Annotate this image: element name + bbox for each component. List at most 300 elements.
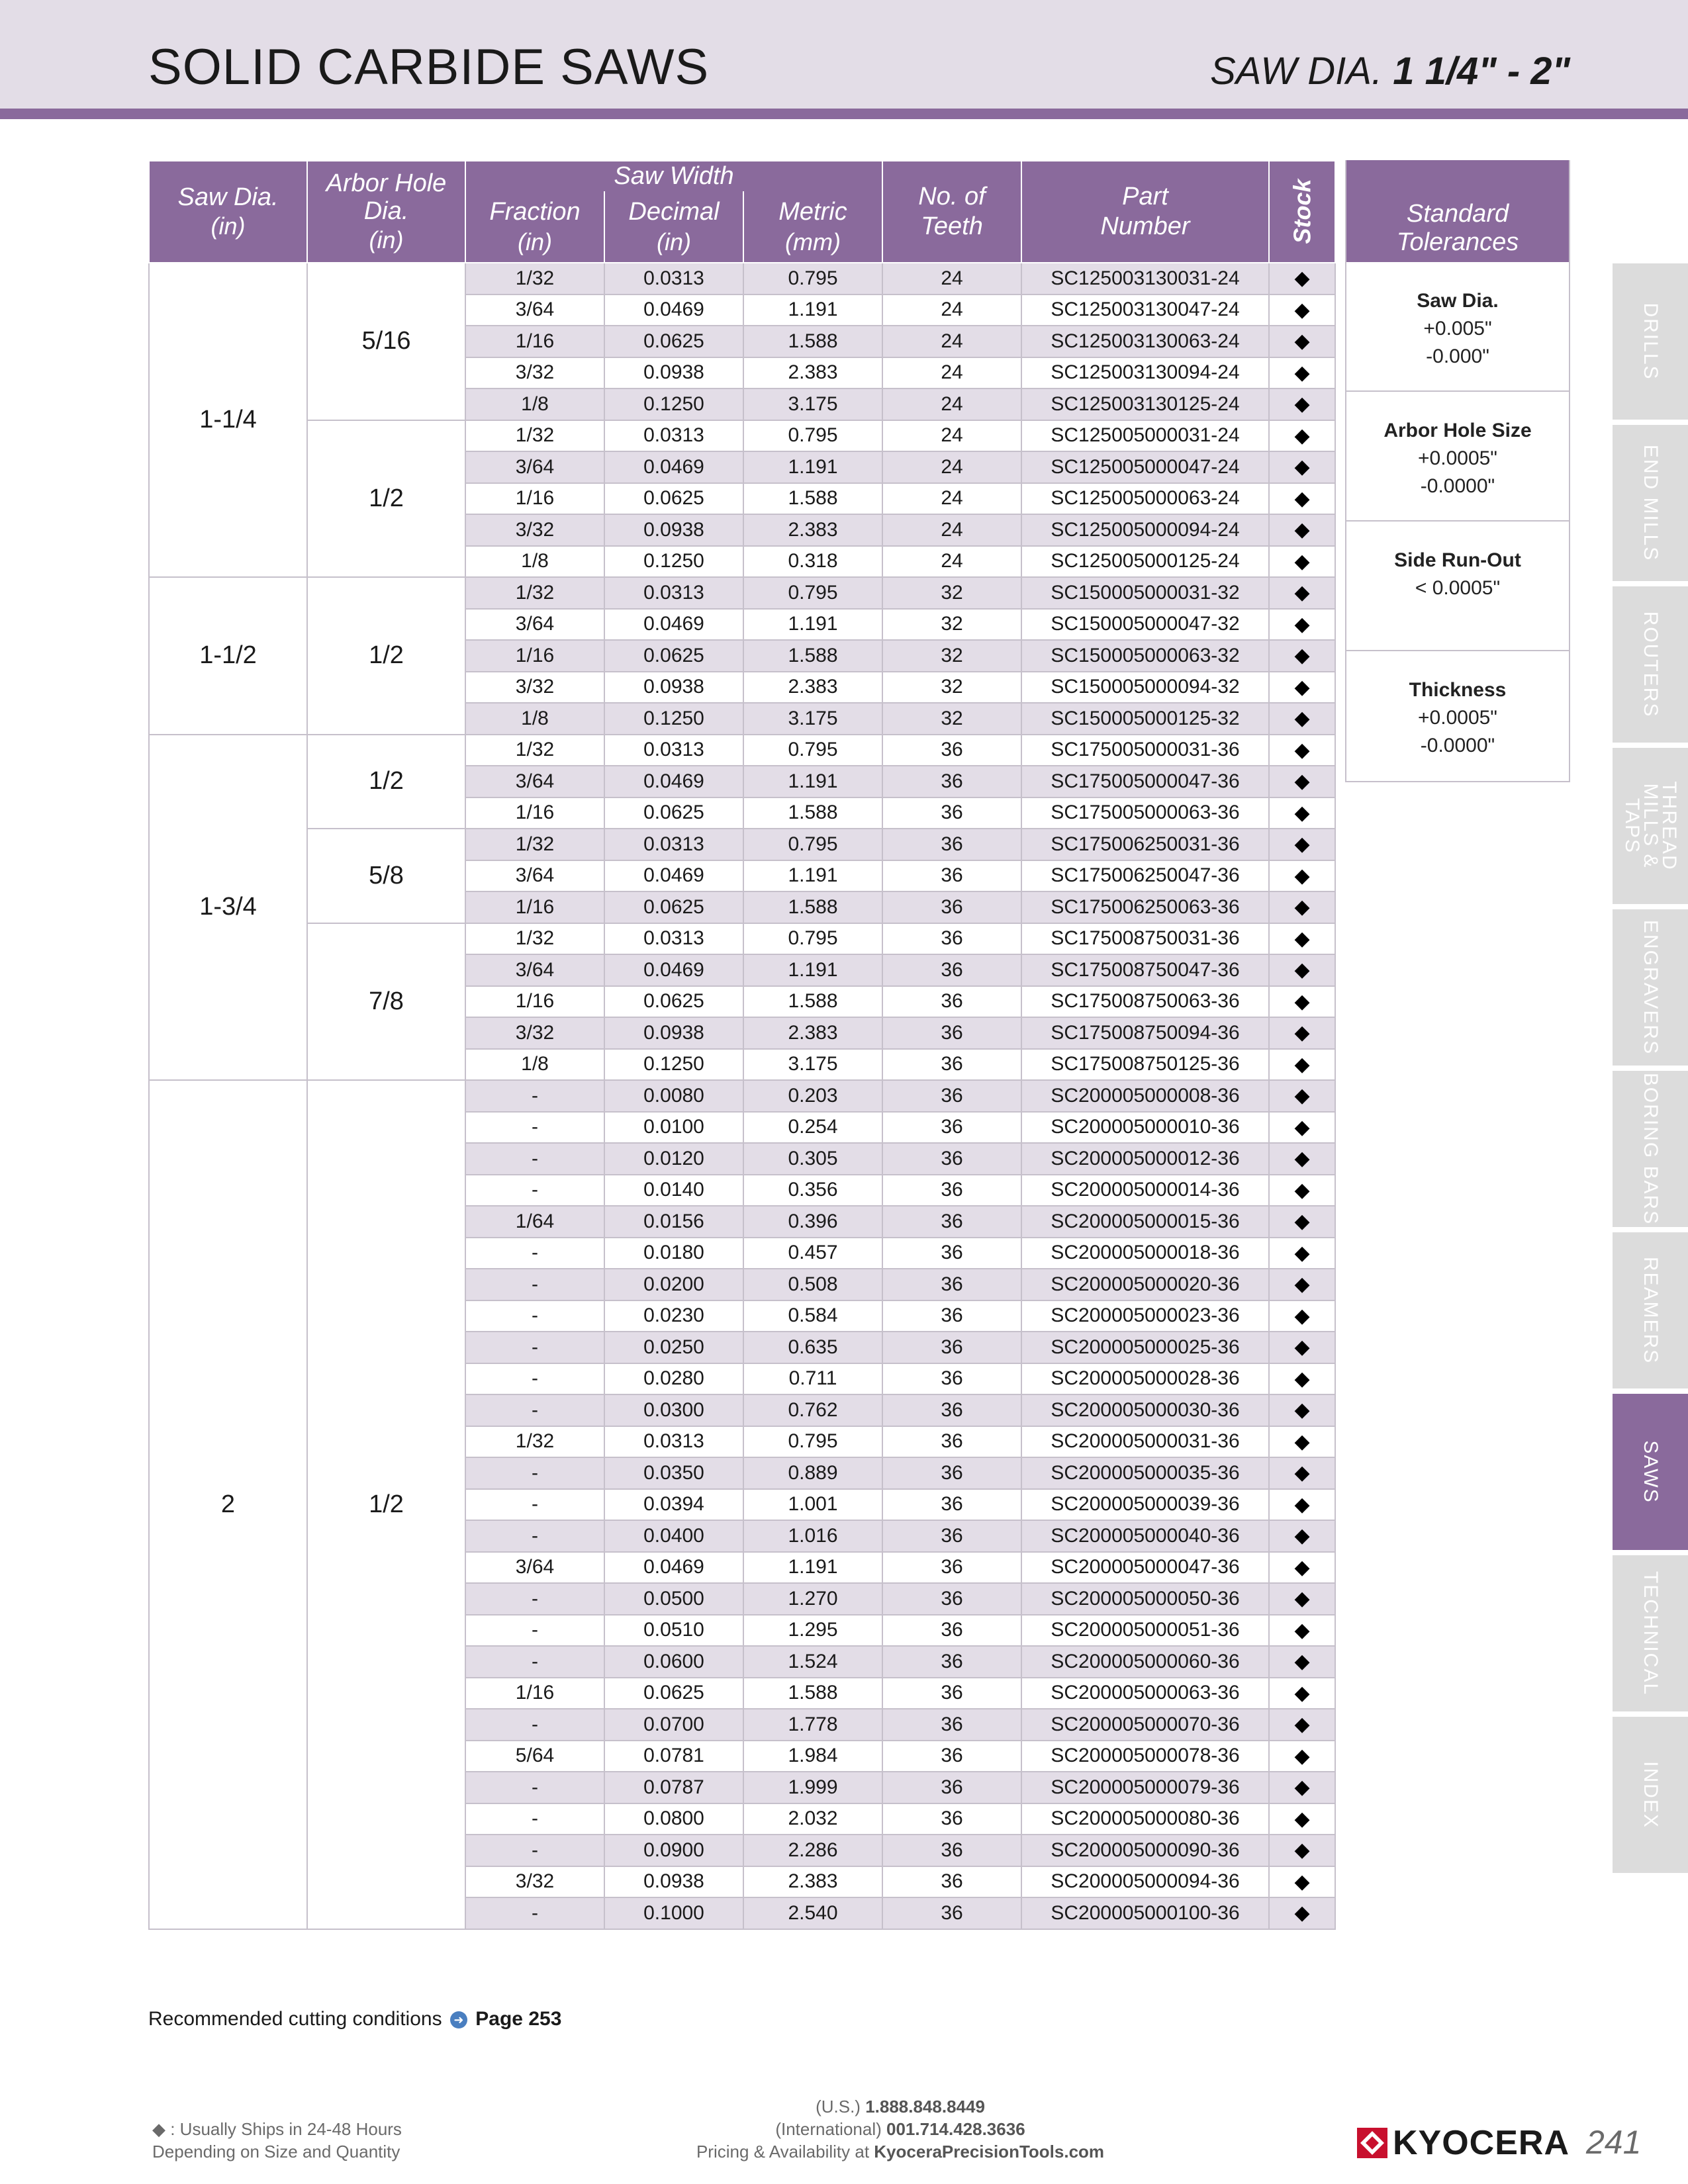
standard-tolerances-box (1345, 160, 1570, 782)
teeth-cell: 36 (882, 1897, 1021, 1929)
metric-cell: 1.588 (743, 986, 882, 1018)
tab-reamers[interactable]: REAMERS (1613, 1232, 1688, 1388)
tolerance-saw-dia: Saw Dia. +0.005" -0.000" (1346, 262, 1569, 392)
teeth-cell: 36 (882, 766, 1021, 797)
decimal-cell: 0.1000 (604, 1897, 743, 1929)
part-number-cell[interactable]: SC200005000090-36 (1021, 1835, 1269, 1866)
part-number-cell[interactable]: SC200005000025-36 (1021, 1332, 1269, 1363)
stock-cell (1269, 326, 1335, 357)
stock-diamond-icon: ◆ (1294, 613, 1310, 635)
col-saw-dia-header: Saw Dia. (in) (149, 161, 307, 263)
decimal-cell: 0.0900 (604, 1835, 743, 1866)
part-number-cell[interactable]: SC175008750047-36 (1021, 954, 1269, 986)
decimal-cell: 0.0313 (604, 577, 743, 609)
stock-cell (1269, 860, 1335, 892)
metric-cell: 1.191 (743, 451, 882, 483)
fraction-cell: - (465, 1457, 604, 1489)
teeth-cell: 36 (882, 954, 1021, 986)
teeth-cell: 36 (882, 1363, 1021, 1395)
subtitle-range: 1 1/4" - 2" (1393, 50, 1570, 93)
tab-routers[interactable]: ROUTERS (1613, 586, 1688, 743)
decimal-cell: 0.0469 (604, 766, 743, 797)
stock-cell (1269, 1112, 1335, 1144)
part-number-cell[interactable]: SC200005000012-36 (1021, 1143, 1269, 1175)
decimal-cell: 0.0350 (604, 1457, 743, 1489)
part-number-cell[interactable]: SC125003130047-24 (1021, 295, 1269, 326)
tab-index[interactable]: INDEX (1613, 1717, 1688, 1873)
stock-cell (1269, 1709, 1335, 1741)
contact-info: (U.S.) 1.888.848.8449 (International) 001.714.428.3636 Pricing & Availability at KyoceraPrecisionTools.com (696, 2097, 1105, 2161)
teeth-cell: 36 (882, 1457, 1021, 1489)
stock-cell (1269, 1866, 1335, 1898)
stock-cell (1269, 263, 1335, 295)
teeth-cell: 36 (882, 1803, 1021, 1835)
fraction-cell: - (465, 1803, 604, 1835)
stock-diamond-icon: ◆ (1294, 1399, 1310, 1422)
stock-diamond-icon: ◆ (1294, 1745, 1310, 1767)
decimal-cell: 0.0313 (604, 735, 743, 766)
stock-cell (1269, 797, 1335, 829)
decimal-cell: 0.0300 (604, 1394, 743, 1426)
stock-cell (1269, 1552, 1335, 1584)
stock-diamond-icon: ◆ (1294, 1430, 1310, 1453)
decimal-cell: 0.0700 (604, 1709, 743, 1741)
fraction-cell: 1/32 (465, 1426, 604, 1458)
teeth-cell: 36 (882, 1332, 1021, 1363)
tab-drills[interactable]: DRILLS (1613, 263, 1688, 420)
teeth-cell: 36 (882, 829, 1021, 860)
metric-cell: 1.270 (743, 1583, 882, 1615)
part-number-cell[interactable]: SC200005000063-36 (1021, 1678, 1269, 1709)
fraction-cell: 1/8 (465, 388, 604, 420)
part-number-cell[interactable]: SC200005000008-36 (1021, 1080, 1269, 1112)
decimal-cell: 0.0469 (604, 451, 743, 483)
teeth-cell: 32 (882, 672, 1021, 704)
teeth-cell: 32 (882, 640, 1021, 672)
teeth-cell: 36 (882, 797, 1021, 829)
stock-cell (1269, 609, 1335, 641)
decimal-cell: 0.0469 (604, 1552, 743, 1584)
metric-cell: 1.778 (743, 1709, 882, 1741)
saw-dia-cell: 2 (149, 1080, 307, 1929)
part-number-cell[interactable]: SC125003130125-24 (1021, 388, 1269, 420)
decimal-cell: 0.0180 (604, 1238, 743, 1269)
us-phone[interactable]: 1.888.848.8449 (865, 2097, 985, 2116)
part-number-cell[interactable]: SC200005000047-36 (1021, 1552, 1269, 1584)
metric-cell: 1.984 (743, 1741, 882, 1772)
stock-diamond-icon: ◆ (1294, 1273, 1310, 1296)
fraction-cell: 1/32 (465, 735, 604, 766)
stock-cell (1269, 1741, 1335, 1772)
fraction-cell: 1/32 (465, 577, 604, 609)
part-number-cell[interactable]: SC175005000063-36 (1021, 797, 1269, 829)
decimal-cell: 0.0469 (604, 609, 743, 641)
part-number-cell[interactable]: SC200005000078-36 (1021, 1741, 1269, 1772)
teeth-cell: 36 (882, 1583, 1021, 1615)
teeth-cell: 36 (882, 1709, 1021, 1741)
part-number-cell[interactable]: SC200005000040-36 (1021, 1520, 1269, 1552)
arbor-hole-cell: 7/8 (307, 923, 465, 1081)
part-number-cell[interactable]: SC150005000047-32 (1021, 609, 1269, 641)
stock-cell (1269, 1897, 1335, 1929)
stock-cell (1269, 986, 1335, 1018)
decimal-cell: 0.0781 (604, 1741, 743, 1772)
part-number-cell[interactable]: SC200005000100-36 (1021, 1897, 1269, 1929)
stock-diamond-icon: ◆ (1294, 1493, 1310, 1516)
stock-cell (1269, 1143, 1335, 1175)
part-number-cell[interactable]: SC125003130031-24 (1021, 263, 1269, 295)
table-row (149, 263, 1335, 295)
tolerance-thickness: Thickness +0.0005" -0.0000" (1409, 679, 1507, 756)
part-number-cell[interactable]: SC175008750125-36 (1021, 1049, 1269, 1081)
stock-diamond-icon: ◆ (1294, 1870, 1310, 1893)
metric-cell: 1.191 (743, 609, 882, 641)
decimal-cell: 0.0469 (604, 860, 743, 892)
stock-diamond-icon: ◆ (1294, 645, 1310, 667)
part-number-cell[interactable]: SC200005000080-36 (1021, 1803, 1269, 1835)
tab-boring-bars[interactable]: BORING BARS (1613, 1071, 1688, 1227)
stock-diamond-icon: ◆ (1294, 1619, 1310, 1641)
col-saw-width-header: Saw Width (465, 161, 882, 191)
fraction-cell: - (465, 1772, 604, 1803)
part-number-cell[interactable]: SC200005000051-36 (1021, 1615, 1269, 1647)
decimal-cell: 0.0469 (604, 295, 743, 326)
col-fraction-header: Fraction (in) (465, 191, 604, 263)
arbor-hole-cell: 1/2 (307, 420, 465, 578)
teeth-cell: 36 (882, 1646, 1021, 1678)
fraction-cell: - (465, 1897, 604, 1929)
stock-cell (1269, 1678, 1335, 1709)
fraction-cell: - (465, 1238, 604, 1269)
fraction-cell: 3/64 (465, 609, 604, 641)
part-number-cell[interactable]: SC125005000094-24 (1021, 514, 1269, 546)
arrow-right-icon: ➜ (450, 2011, 467, 2028)
metric-cell: 1.001 (743, 1489, 882, 1521)
part-number-cell[interactable]: SC200005000094-36 (1021, 1866, 1269, 1898)
stock-diamond-icon: ◆ (1294, 267, 1310, 290)
stock-diamond-icon: ◆ (1294, 1085, 1310, 1107)
saw-spec-table (148, 160, 1336, 1930)
stock-diamond-icon: ◆ (1294, 864, 1310, 887)
fraction-cell: 3/32 (465, 1866, 604, 1898)
stock-legend: ◆ : Usually Ships in 24-48 Hours Depending on Size and Quantity (152, 2119, 402, 2161)
teeth-cell: 36 (882, 1080, 1021, 1112)
decimal-cell: 0.0469 (604, 954, 743, 986)
part-number-cell[interactable]: SC200005000070-36 (1021, 1709, 1269, 1741)
part-number-cell[interactable]: SC175008750063-36 (1021, 986, 1269, 1018)
col-decimal-header: Decimal (in) (604, 191, 743, 263)
metric-cell: 1.191 (743, 1552, 882, 1584)
metric-cell: 3.175 (743, 703, 882, 735)
metric-cell: 0.795 (743, 923, 882, 955)
decimal-cell: 0.0313 (604, 1426, 743, 1458)
teeth-cell: 36 (882, 1175, 1021, 1206)
decimal-cell: 0.0280 (604, 1363, 743, 1395)
metric-cell: 1.588 (743, 326, 882, 357)
part-number-cell[interactable]: SC175008750031-36 (1021, 923, 1269, 955)
stock-diamond-icon: ◆ (1294, 739, 1310, 761)
fraction-cell: 1/8 (465, 546, 604, 578)
teeth-cell: 36 (882, 1772, 1021, 1803)
decimal-cell: 0.1250 (604, 546, 743, 578)
part-number-cell[interactable]: SC200005000010-36 (1021, 1112, 1269, 1144)
fraction-cell: 3/32 (465, 357, 604, 389)
teeth-cell: 24 (882, 546, 1021, 578)
metric-cell: 1.588 (743, 483, 882, 515)
part-number-cell[interactable]: SC200005000035-36 (1021, 1457, 1269, 1489)
stock-cell (1269, 1017, 1335, 1049)
col-part-header: Part Number (1021, 161, 1269, 263)
recommended-page-link[interactable]: Page 253 (475, 2008, 562, 2030)
part-number-cell[interactable]: SC200005000020-36 (1021, 1269, 1269, 1300)
metric-cell: 0.356 (743, 1175, 882, 1206)
fraction-cell: 1/8 (465, 1049, 604, 1081)
teeth-cell: 36 (882, 1206, 1021, 1238)
metric-cell: 2.383 (743, 672, 882, 704)
stock-diamond-icon: ◆ (1294, 519, 1310, 541)
decimal-cell: 0.0394 (604, 1489, 743, 1521)
metric-cell: 0.795 (743, 420, 882, 452)
metric-cell: 1.016 (743, 1520, 882, 1552)
decimal-cell: 0.0100 (604, 1112, 743, 1144)
page-title: SOLID CARBIDE SAWS (148, 39, 710, 95)
metric-cell: 2.383 (743, 1866, 882, 1898)
part-number-cell[interactable]: SC200005000079-36 (1021, 1772, 1269, 1803)
stock-diamond-icon: ◆ (1294, 676, 1310, 698)
part-number-cell[interactable]: SC175005000047-36 (1021, 766, 1269, 797)
part-number-cell[interactable]: SC150005000031-32 (1021, 577, 1269, 609)
teeth-cell: 36 (882, 1049, 1021, 1081)
stock-cell (1269, 766, 1335, 797)
metric-cell: 0.254 (743, 1112, 882, 1144)
part-number-cell[interactable]: SC125005000031-24 (1021, 420, 1269, 452)
stock-diamond-icon: ◆ (1294, 959, 1310, 981)
tab-thread-mills-taps[interactable]: THREAD MILLS & TAPS (1613, 748, 1688, 904)
fraction-cell: 1/16 (465, 986, 604, 1018)
fraction-cell: 1/16 (465, 891, 604, 923)
stock-diamond-icon: ◆ (1294, 393, 1310, 416)
teeth-cell: 24 (882, 514, 1021, 546)
teeth-cell: 24 (882, 326, 1021, 357)
teeth-cell: 36 (882, 735, 1021, 766)
website-link[interactable]: KyoceraPrecisionTools.com (874, 2142, 1105, 2161)
metric-cell: 3.175 (743, 388, 882, 420)
decimal-cell: 0.0500 (604, 1583, 743, 1615)
stock-cell (1269, 1426, 1335, 1458)
stock-cell (1269, 1206, 1335, 1238)
fraction-cell: 1/32 (465, 923, 604, 955)
stock-diamond-icon: ◆ (1294, 770, 1310, 793)
part-number-cell[interactable]: SC175006250063-36 (1021, 891, 1269, 923)
kyocera-logo: KYOCERA (1357, 2123, 1570, 2163)
part-number-cell[interactable]: SC200005000028-36 (1021, 1363, 1269, 1395)
table-row (149, 577, 1335, 609)
stock-cell (1269, 1489, 1335, 1521)
stock-diamond-icon: ◆ (1294, 1682, 1310, 1704)
part-number-cell[interactable]: SC150005000094-32 (1021, 672, 1269, 704)
part-number-cell[interactable]: SC175005000031-36 (1021, 735, 1269, 766)
fraction-cell: 1/16 (465, 326, 604, 357)
metric-cell: 3.175 (743, 1049, 882, 1081)
metric-cell: 0.889 (743, 1457, 882, 1489)
stock-cell (1269, 295, 1335, 326)
teeth-cell: 24 (882, 357, 1021, 389)
decimal-cell: 0.0938 (604, 514, 743, 546)
tab-engravers[interactable]: ENGRAVERS (1613, 909, 1688, 1066)
part-number-cell[interactable]: SC125003130094-24 (1021, 357, 1269, 389)
part-number-cell[interactable]: SC175006250031-36 (1021, 829, 1269, 860)
part-number-cell[interactable]: SC125005000063-24 (1021, 483, 1269, 515)
stock-cell (1269, 546, 1335, 578)
fraction-cell: 1/64 (465, 1206, 604, 1238)
part-number-cell[interactable]: SC125003130063-24 (1021, 326, 1269, 357)
tab-technical[interactable]: TECHNICAL (1613, 1555, 1688, 1711)
metric-cell: 0.457 (743, 1238, 882, 1269)
header-accent-line (0, 109, 1688, 119)
decimal-cell: 0.0625 (604, 1678, 743, 1709)
metric-cell: 1.588 (743, 891, 882, 923)
stock-cell (1269, 1803, 1335, 1835)
stock-cell (1269, 483, 1335, 515)
decimal-cell: 0.0625 (604, 891, 743, 923)
stock-cell (1269, 514, 1335, 546)
tolerance-side-runout: Side Run-Out < 0.0005" (1346, 522, 1569, 651)
page-number: 241 (1586, 2124, 1642, 2161)
table-row (149, 1080, 1335, 1112)
tab-end-mills[interactable]: END MILLS (1613, 425, 1688, 581)
metric-cell: 2.286 (743, 1835, 882, 1866)
fraction-cell: 1/32 (465, 420, 604, 452)
part-number-cell[interactable]: SC200005000018-36 (1021, 1238, 1269, 1269)
col-arbor-header: Arbor Hole Dia. (in) (307, 161, 465, 263)
stock-cell (1269, 451, 1335, 483)
teeth-cell: 24 (882, 388, 1021, 420)
stock-cell (1269, 891, 1335, 923)
stock-cell (1269, 923, 1335, 955)
teeth-cell: 36 (882, 1269, 1021, 1300)
metric-cell: 0.795 (743, 829, 882, 860)
part-number-cell[interactable]: SC200005000039-36 (1021, 1489, 1269, 1521)
stock-diamond-icon: ◆ (1294, 1902, 1310, 1925)
part-number-cell[interactable]: SC150005000063-32 (1021, 640, 1269, 672)
metric-cell: 2.383 (743, 514, 882, 546)
part-number-cell[interactable]: SC200005000031-36 (1021, 1426, 1269, 1458)
decimal-cell: 0.0938 (604, 1866, 743, 1898)
stock-diamond-icon: ◆ (1294, 1839, 1310, 1862)
subtitle-prefix: SAW DIA. (1210, 50, 1383, 93)
arbor-hole-cell: 1/2 (307, 1080, 465, 1929)
metric-cell: 0.795 (743, 735, 882, 766)
fraction-cell: - (465, 1175, 604, 1206)
stock-cell (1269, 357, 1335, 389)
fraction-cell: 1/32 (465, 263, 604, 295)
metric-cell: 0.711 (743, 1363, 882, 1395)
metric-cell: 1.588 (743, 797, 882, 829)
teeth-cell: 36 (882, 1552, 1021, 1584)
fraction-cell: 1/32 (465, 829, 604, 860)
arbor-hole-cell: 5/16 (307, 263, 465, 420)
part-number-cell[interactable]: SC125005000047-24 (1021, 451, 1269, 483)
stock-cell (1269, 577, 1335, 609)
fraction-cell: 3/32 (465, 514, 604, 546)
metric-cell: 1.588 (743, 640, 882, 672)
teeth-cell: 36 (882, 923, 1021, 955)
stock-cell (1269, 1049, 1335, 1081)
stock-diamond-icon: ◆ (1294, 990, 1310, 1013)
section-tabs (1613, 263, 1688, 1878)
part-number-cell[interactable]: SC200005000015-36 (1021, 1206, 1269, 1238)
decimal-cell: 0.1250 (604, 1049, 743, 1081)
metric-cell: 1.524 (743, 1646, 882, 1678)
decimal-cell: 0.0787 (604, 1772, 743, 1803)
fraction-cell: - (465, 1080, 604, 1112)
fraction-cell: - (465, 1646, 604, 1678)
decimal-cell: 0.0600 (604, 1646, 743, 1678)
part-number-cell[interactable]: SC175006250047-36 (1021, 860, 1269, 892)
part-number-cell[interactable]: SC200005000030-36 (1021, 1394, 1269, 1426)
part-number-cell[interactable]: SC200005000023-36 (1021, 1300, 1269, 1332)
metric-cell: 0.795 (743, 1426, 882, 1458)
stock-diamond-icon: ◆ (1294, 801, 1310, 824)
part-number-cell[interactable]: SC150005000125-32 (1021, 703, 1269, 735)
fraction-cell: - (465, 1300, 604, 1332)
metric-cell: 0.795 (743, 263, 882, 295)
metric-cell: 1.191 (743, 295, 882, 326)
teeth-cell: 36 (882, 1520, 1021, 1552)
decimal-cell: 0.0938 (604, 1017, 743, 1049)
stock-diamond-icon: ◆ (1294, 1713, 1310, 1736)
teeth-cell: 36 (882, 1143, 1021, 1175)
fraction-cell: - (465, 1489, 604, 1521)
metric-cell: 1.191 (743, 766, 882, 797)
stock-cell (1269, 420, 1335, 452)
fraction-cell: 1/16 (465, 640, 604, 672)
col-stock-header: Stock (1269, 161, 1335, 263)
part-number-cell[interactable]: SC175008750094-36 (1021, 1017, 1269, 1049)
fraction-cell: 1/16 (465, 797, 604, 829)
teeth-cell: 24 (882, 420, 1021, 452)
part-number-cell[interactable]: SC200005000014-36 (1021, 1175, 1269, 1206)
stock-cell (1269, 1175, 1335, 1206)
intl-phone[interactable]: 001.714.428.3636 (886, 2119, 1025, 2139)
fraction-cell: - (465, 1709, 604, 1741)
stock-cell (1269, 1583, 1335, 1615)
decimal-cell: 0.0938 (604, 357, 743, 389)
teeth-cell: 36 (882, 986, 1021, 1018)
teeth-cell: 32 (882, 577, 1021, 609)
col-teeth-header: No. of Teeth (882, 161, 1021, 263)
teeth-cell: 36 (882, 1112, 1021, 1144)
teeth-cell: 36 (882, 1615, 1021, 1647)
fraction-cell: 3/64 (465, 860, 604, 892)
saw-dia-cell: 1-1/4 (149, 263, 307, 577)
stock-cell (1269, 1332, 1335, 1363)
part-number-cell[interactable]: SC200005000050-36 (1021, 1583, 1269, 1615)
fraction-cell: - (465, 1394, 604, 1426)
part-number-cell[interactable]: SC200005000060-36 (1021, 1646, 1269, 1678)
stock-diamond-icon: ◆ (1294, 1776, 1310, 1799)
decimal-cell: 0.0800 (604, 1803, 743, 1835)
fraction-cell: - (465, 1835, 604, 1866)
teeth-cell: 24 (882, 451, 1021, 483)
decimal-cell: 0.0625 (604, 483, 743, 515)
stock-cell (1269, 1615, 1335, 1647)
tab-saws[interactable]: SAWS (1613, 1394, 1688, 1550)
tolerance-arbor-hole: Arbor Hole Size +0.0005" -0.0000" (1346, 392, 1569, 522)
part-number-cell[interactable]: SC125005000125-24 (1021, 546, 1269, 578)
metric-cell: 2.383 (743, 1017, 882, 1049)
metric-cell: 0.203 (743, 1080, 882, 1112)
